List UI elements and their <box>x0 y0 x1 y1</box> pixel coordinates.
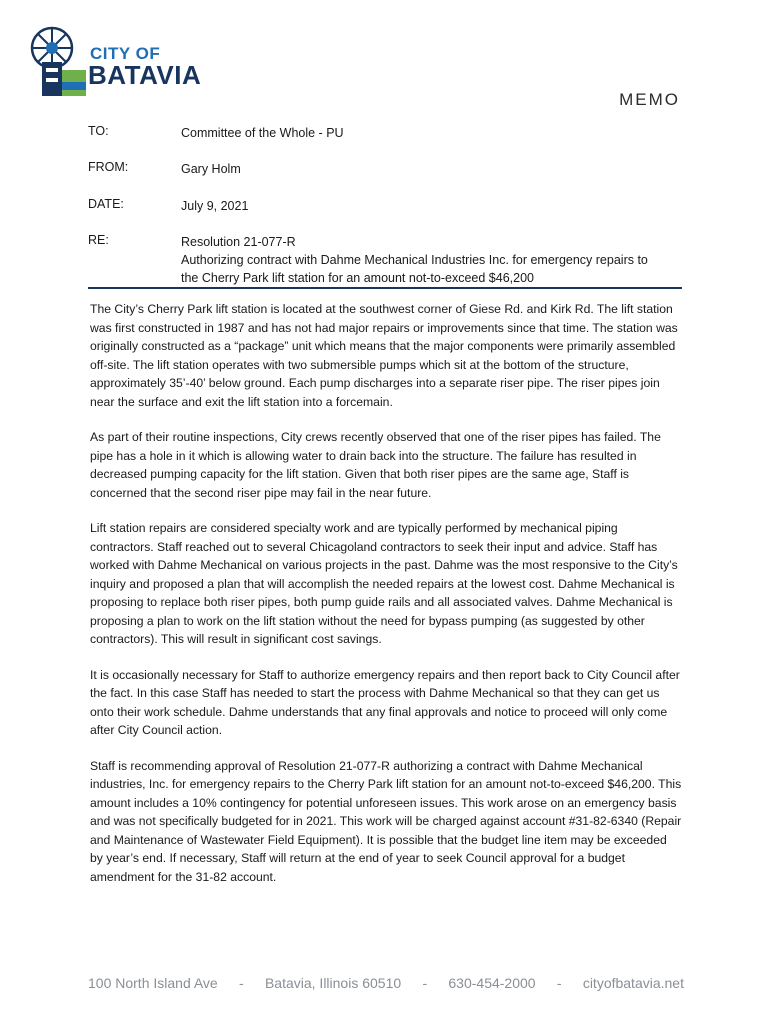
paragraph: As part of their routine inspections, City crews recently observed that one of the riser pipes has failed. The pipe has a hole in it which is allowing water to drain back into the structure. The failure has resulted in decreased pumping capacity for the lift station. Given that both riser pipes are the same age, Staff is concerned that the second riser pipe may fail in the near future. <box>90 430 661 500</box>
paragraph: Staff is recommending approval of Resolution 21-077-R authorizing a contract with Dahme Mechanical industries, Inc. for emergency repairs to the Cherry Park lift station for an amount not-to-exceed $46,200. This amount includes a 10% contingency for potential unforeseen issues. This work arose on an emergency basis and was not specifically budgeted for in 2021. This work will be charged against account #31-82-6340 (Repair and Maintenance of Wastewater Field Equipment). It is possible that the budget line item may be exceeded by year’s end. If necessary, Staff will return at the end of year to seek Council approval for a budget amendment for the 31-82 account. <box>90 758 682 884</box>
to-label: TO: <box>88 124 109 138</box>
re-line-2: Authorizing contract with Dahme Mechanical Industries Inc. for emergency repairs to <box>181 253 648 267</box>
paragraph: The City’s Cherry Park lift station is located at the southwest corner of Giese Rd. and Kirk Rd. The lift station was first constructed in 1987 and has not had major repairs or improvements since that time. The station was originally constructed as a “package” unit which means that the major components were primarily assembled off-site. The lift station operates with two submersible pumps which sit at the bottom of the structure, approximately 35’-40’ below ground. Each pump discharges into a separate riser pipe. The riser pipes join near the surface and exit the lift station into a forcemain. <box>90 302 678 409</box>
paragraph: Lift station repairs are considered specialty work and are typically performed by mechanical piping contractors. Staff reached out to several Chicagoland contractors to seek their input and advice. Staff has worked with Dahme Mechanical on various projects in the past. Dahme was the most responsive to the City’s inquiry and proposed a plan that will accomplish the needed repairs at the lowest cost. Dahme Mechanical is proposing to replace both riser pipes, both pump guide rails and all associated valves. Dahme Mechanical is proposing a plan to work on the lift station without the need for bypass pumping (as suggested by other contractors). This will result in significant cost savings. <box>90 521 678 646</box>
date-label: DATE: <box>88 197 124 211</box>
re-label: RE: <box>88 233 109 247</box>
footer-separator: - <box>556 975 562 991</box>
windmill-emblem-icon <box>28 24 92 100</box>
memo-body <box>90 300 682 903</box>
footer-separator: - <box>239 975 244 991</box>
to-value: Committee of the Whole - PU <box>181 126 344 140</box>
footer-city: Batavia, Illinois 60510 <box>264 975 402 991</box>
footer-address: 100 North Island Ave <box>88 975 218 991</box>
footer-website: cityofbatavia.net <box>582 975 684 991</box>
footer <box>88 975 684 991</box>
logo-text-batavia: BATAVIA <box>88 60 202 90</box>
memo-label: MEMO <box>619 90 680 109</box>
footer-phone: 630-454-2000 <box>448 975 536 991</box>
date-value: July 9, 2021 <box>181 199 249 213</box>
header-divider <box>88 287 682 289</box>
footer-separator: - <box>422 975 428 991</box>
re-value <box>181 233 681 287</box>
logo-text-city-of: CITY OF <box>90 44 161 63</box>
paragraph: It is occasionally necessary for Staff to authorize emergency repairs and then report back to City Council after the fact. In this case Staff has needed to start the process with Dahme Mechanical so that they can get us onto their work schedule. Dahme understands that any final approvals and notice to proceed will only come after City Council action. <box>90 667 680 737</box>
re-line-1: Resolution 21-077-R <box>181 235 296 249</box>
from-label: FROM: <box>88 160 129 174</box>
from-value: Gary Holm <box>181 162 241 176</box>
re-line-3: the Cherry Park lift station for an amount not-to-exceed $46,200 <box>181 271 534 285</box>
